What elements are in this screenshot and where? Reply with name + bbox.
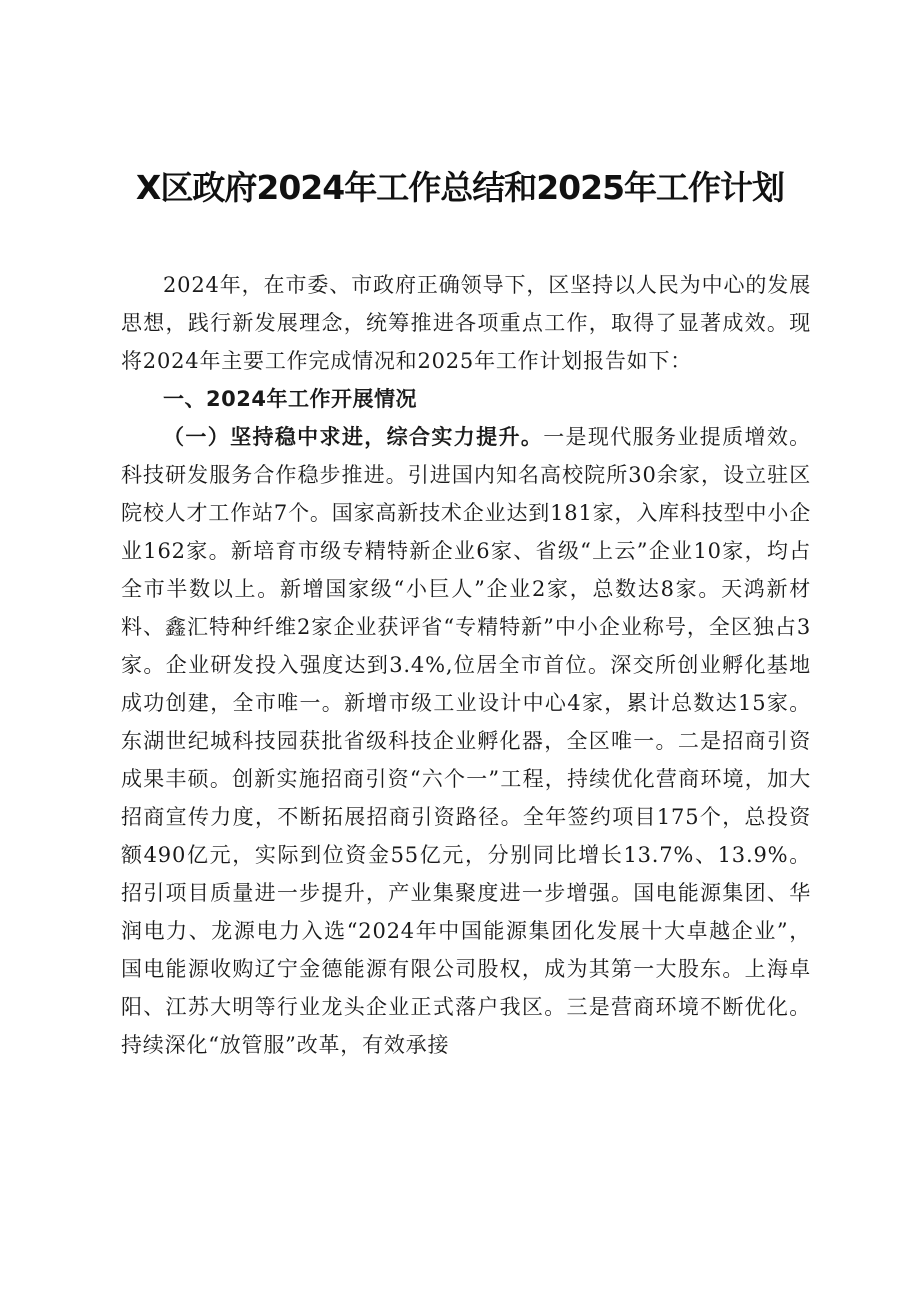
subsection-body: 一是现代服务业提质增效。科技研发服务合作稳步推进。引进国内知名高校院所30余家，设立驻区院校人才工作站7个。国家高新技术企业达到181家，入库科技型中小企业162家。新培育市级专精特新企业6家、省级“上云”企业10家，均占全市半数以上。新增国家级“小巨人”企业2家，总数达8家。天鸿新材料、鑫汇特种纤维2家企业获评省“专精特新”中小企业称号，全区独占3家。企业研发投入强度达到3.4%,位居全市首位。深交所创业孵化基地成功创建，全市唯一。新增市级工业设计中心4家，累计总数达15家。东湖世纪城科技园获批省级科技企业孵化器，全区唯一。二是招商引资成果丰硕。创新实施招商引资“六个一”工程，持续优化营商环境，加大招商宣传力度，不断拓展招商引资路径。全年签约项目175个，总投资额490亿元，实际到位资金55亿元，分别同比增长13.7%、13.9%。招引项目质量进一步提升，产业集聚度进一步增强。国电能源集团、华润电力、龙源电力入选“2024年中国能源集团化发展十大卓越企业”，国电能源收购辽宁金德能源有限公司股权，成为其第一大股东。上海卓阳、江苏大明等行业龙头企业正式落户我区。三是营商环境不断优化。持续深化“放管服”改革，有效承接 [121,425,811,1057]
document-title: X区政府2024年工作总结和2025年工作计划 [135,168,785,207]
subsection-heading: （一）坚持稳中求进，综合实力提升。 [163,425,544,449]
section-heading-text: 一、2024年工作开展情况 [163,387,417,411]
subsection-paragraph [121,418,811,1064]
intro-paragraph: 2024年，在市委、市政府正确领导下，区坚持以人民为中心的发展思想，践行新发展理念，统筹推进各项重点工作，取得了显著成效。现将2024年主要工作完成情况和2025年工作计划报告如下： [121,273,811,373]
document-body [121,266,811,1064]
section-heading [121,380,811,418]
